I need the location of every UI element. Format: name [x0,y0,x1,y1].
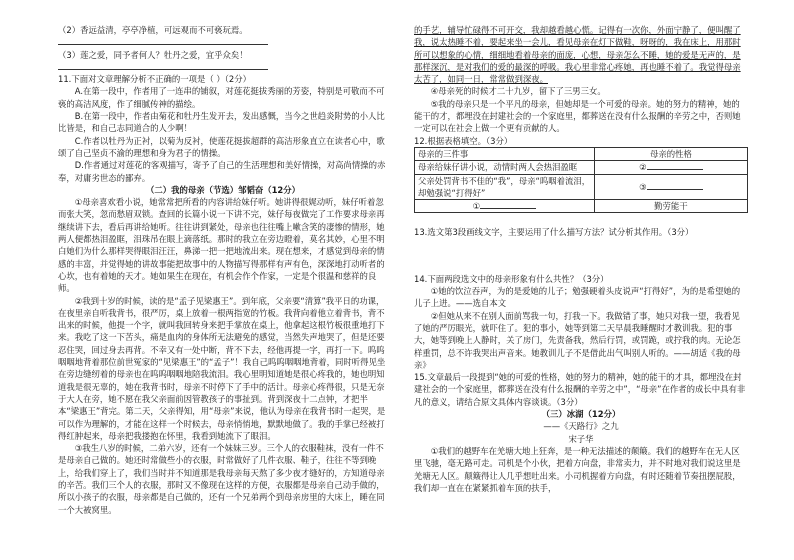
table-cell-blank[interactable]: ① [415,200,595,213]
table-header: 母亲的性格 [594,147,747,160]
paragraph-1: ①母亲喜欢看小说，她常常把所看的内容讲给妹仔听。她讲得很娓动听，妹仔听着忽而张大笑，忽而愁眉双锁。查回的长篇小说一下讲不完，妹仔每夜做完了工作要求母亲再继续讲下去，看后再讲给她听。往往讲到紧处，母亲也往往嘴上嗽含笑的凄惨的情形，她两人便都热泪盈眶，泪珠吊在眼上滴落纸。那时的我立在旁边瞪着，莫名其妙，心里不明白她们为什么那样哭得眼泪汪汪，鼻涕一把一把地流出来。现在想来，才感觉到母亲的情感的丰富，并觉得她的讲故事能把故事中的人物描写得那样有声有色，深深地打动听者的心坎，也有着她的天才。她如果生在现在，有机会作个作家，一定是个很温和慈祥的良师。 [58,197,385,294]
question-12-stem: 12.根据表格填空。（3分） [414,135,513,146]
left-column [58,24,388,516]
option-a: A.在第一段中，作者用了一连串的铺叙，对莲花挺拔秀丽的芳姿，特别是可敬而不可亵的高洁风度，作了细腻传神的描绘。 [58,86,385,109]
section-3-author: 宋子华 [568,433,594,444]
excerpt-1: ①她的饮泣吞声，为的是爱她的儿子；勉强硬着头皮说声“打得好”，为的是希望她的儿子上进。——选自本文 [414,286,741,309]
table-row [415,200,748,213]
question-14-stem: 14.下面两段选文中的母亲形象有什么共性？（3分） [414,273,609,284]
table-row [415,161,748,174]
question-11-stem: 11.下面对文章理解分析不正确的一项是（ ）（2分） [58,74,251,85]
paragraph-3-continued: 的手艺，辅导忙碌得不可开交，我却越看越心慌。记得有一次你，外面宁静了，便叫醒了我，说太热睡不着，要起来坐一会儿，看见母亲在灯下做鞋，呀呀的，我在床上，用那时所可以想象的心情，细细地看着母亲的面庞，心想，母亲怎么不睡，她的爱是无声的，是那样深沉，是对我们的爱的最深的呼吸。我心里非常心疼她，再也睡不着了。我觉得母亲太苦了，如同一日，常常做到深夜。 [414,25,741,85]
excerpt-2: ②但她从来不在别人面前骂我一句，打我一下。我做错了事，她只对我一望，我看见了她的严厉眼光，就吓住了。犯的事小，她等到第二天早晨我睡醒时才教训我。犯的事大，她等到晚上人静时，关了房门，先责备我，然后行罚，或罚跪，或拧我的肉。无论怎样重罚，总不许我哭出声音来。她教训儿子不是借此出气叫别人听的。——胡适《我的母亲》 [414,310,741,370]
option-c: C.作者以牡丹为正衬，以菊为反衬，使莲花挺拔超群的高洁形象直立在读者心中，歌颂了自己坚贞不渝的理想和身为君子的情操。 [58,135,385,158]
table-header-row [415,147,748,160]
section-2-title: （二）我的母亲（节选）邹韬奋（12分） [145,184,301,195]
section-3-subtitle: ——《天路行》之九 [543,421,619,432]
section-3-title: （三）冰湖（12分） [541,409,621,420]
answer-blank[interactable] [58,36,268,45]
table-cell: 母亲给妹仔讲小说，动情时两人会热泪盈眶 [415,161,595,174]
table-row [415,174,748,200]
paragraph-5: ⑤我的母亲只是一个平凡的母亲，但她却是一个可爱的母亲。她的努力的精神，她的能干的才，都埋没在封建社会的一个家庭里，都葬送在没有什么报酬的辛劳之中，否则她一定可以在社会上做一个更有贡献的人。 [414,98,741,134]
answer-line [58,61,388,73]
question-13-text: 13.选文第3段画线文字，主要运用了什么描写方法？试分析其作用。（3分） [414,227,694,238]
question-15-text: 15.文章最后一段提到“她的可爱的性格，她的努力的精神，她的能干的才具，都埋没在封建社会的一个家庭里，都葬送在没有什么报酬的辛劳之中”，“母亲”在作者的成长中具有非凡的意义，请结合原文具体内容谈谈。（3分） [414,372,746,407]
question-12-table [414,147,748,213]
answer-space[interactable] [414,239,748,273]
paragraph-section-3: ①我们的越野车在羌塘大地上狂奔，是一种无法描述的颠簸。我们的越野车在无人区里飞驰，毫无路可走。司机是个小伙，把着方向盘，非常卖力，并不时地对我们说这里是羌塘无人区。颠簸得让人几乎想吐出来。小司机握着方向盘，有时还随着节奏扭摆屁股，我们却一直在在紧紧抓着车顶的扶手， [414,445,741,493]
paragraph-2: ②我到十岁的时候，读的是“孟子见梁惠王”。到年底，父亲要“清算”我平日的功课，在夜里亲自听我背书，很严厉，桌上放着一根两指宽的竹板。我背向着他立着背书，背不出来的时候，他提一个字，就叫我回转身来把手掌放在桌上，他拿起这根竹板很重地打下来。我吃了这一下苦头，痛是血肉的身体所无法避免的感觉，当然失声地哭了，但是还要忍住哭，回过身去再背。不幸又有一处中断，背不下去，经他再提一字，再打一下。呜呜咽咽地背着那位前世冤家的“见梁惠王”的“孟子”！我自己呜呜咽咽地背着，同时听得见坐在旁边缝纫着的母亲也在呜呜咽咽地陪我流泪。我心里明知道她是很心疼我的，她也明知道我是很无辜的，她在我背书时，母亲不时停下了手中的活计。母亲心疼得很，只是无奈于大人在旁，她不愿在我父亲面前因管教孩子的事扯到。背到深夜十二点钟，才把半本“梁惠王”背完。第二天，父亲得知，用“母亲”来说，他认为母亲在我背书时一起哭，是可以作为理解的，才能在这样一个时候去，母亲悄悄地，默默地做了。我的手掌已经被打得红肿起来，母亲把我搂抱在怀里，我看到她流下了眼泪。 [58,295,386,441]
question-3-text: （3）莲之爱，同予者何人？牡丹之爱，宜乎众矣！ [58,49,248,60]
option-d: D.作者通过对莲花的客观描写，寄予了自己的生活理想和美好情操，对高尚情操的赤奉，对庸劣世态的鄙弃。 [58,160,386,183]
table-cell-blank[interactable]: ③ [594,174,747,200]
table-cell: 勤劳能干 [594,200,747,213]
paragraph-4: ④母亲死的时候才二十九岁，留下了三男三女。 [430,86,606,97]
table-cell: 父亲处罚背书不佳的“我”，母亲“呜咽着流泪，却勉强说“打得好” [415,174,595,200]
answer-blank[interactable] [58,61,268,70]
option-b: B.在第一段中，作者由菊花和牡丹生发开去，发出感慨，当今之世趋炎附势的小人比比皆是，和自己志同道合的人少啊！ [58,111,385,134]
table-cell-blank[interactable]: ② [594,161,747,174]
paragraph-3: ③我生八岁的时候，二弟六岁，还有一个妹妹三岁。三个人的衣服鞋袜，没有一件不是母亲自己做的。她还时常做些小的衣服，时常做好了几件衣服、鞋子，往往不等到晚上，给我们穿上了，我们当时并不知道那是我母亲每天熬了多少夜才缝好的，方知道母亲的辛苦。我们三个人的衣服，那时又不像现在这样的方便，衣服都是母亲自己动手做的，所以小孩子的衣服，母亲都是自己做的，还有一个兄弟两个到母亲房里的大床上，睡在同一个大被窝里。 [58,443,385,515]
table-header: 母亲的三件事 [415,147,595,160]
answer-line [58,36,388,48]
right-column [414,24,748,494]
question-2-text: （2）香远益清，亭亭净植，可远观而不可亵玩焉。 [58,25,248,35]
